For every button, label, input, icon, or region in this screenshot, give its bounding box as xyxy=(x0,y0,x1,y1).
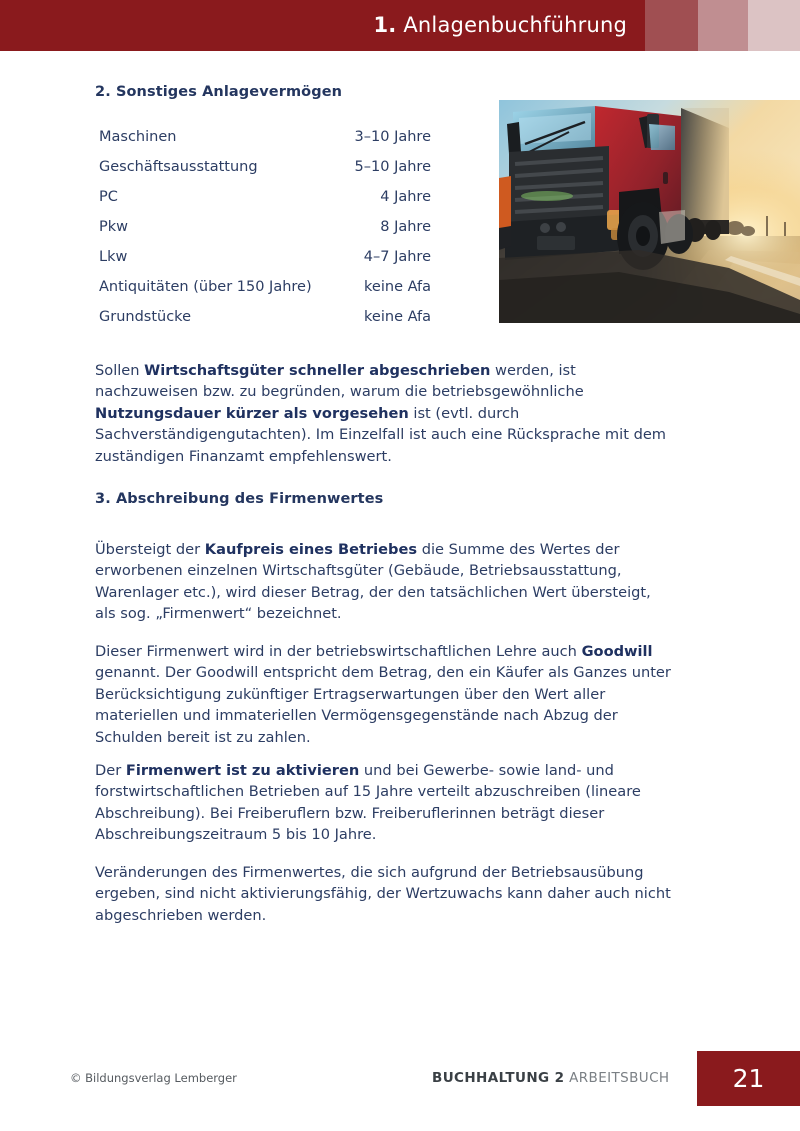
asset-label: Maschinen xyxy=(99,129,177,145)
header-color-band-3 xyxy=(698,0,748,51)
chapter-title: Anlagenbuchführung xyxy=(403,13,627,37)
table-row xyxy=(99,122,431,152)
page-header xyxy=(0,0,800,51)
paragraph-value-changes xyxy=(95,862,673,927)
table-row xyxy=(99,272,431,302)
footer-book-title-strong: BUCHHALTUNG 2 xyxy=(432,1070,565,1086)
text-run-bold: Nutzungsdauer kürzer als vorgesehen xyxy=(95,404,409,422)
text-run-bold: Kaufpreis eines Betriebes xyxy=(204,540,418,558)
truck-photo-illustration xyxy=(499,100,800,323)
text-run: Veränderungen des Firmenwertes, die sich aufgrund der Betriebsausübung ergeben, sind nicht aktivierungsfähig, der Wertzuwachs kann daher auch nicht abgeschrieben werden. xyxy=(95,863,671,924)
table-row xyxy=(99,302,431,332)
page-number-box xyxy=(697,1051,800,1106)
asset-useful-life: 4–7 Jahre xyxy=(363,249,431,265)
paragraph-purchase-price xyxy=(95,539,673,625)
text-run: und bei Gewerbe- sowie land- und forstwirtschaftlichen Betrieben auf 15 Jahre verteilt abzuschreiben (lineare Abschreibung). Bei Freiberuflern bzw. Freiberuflerinnen beträgt dieser Abschreibungszeitraum 5 bis 10 Jahre. xyxy=(95,761,641,844)
depreciation-table-body xyxy=(99,122,431,332)
asset-useful-life: 5–10 Jahre xyxy=(354,159,431,175)
asset-useful-life: 8 Jahre xyxy=(380,219,431,235)
text-run: Übersteigt der xyxy=(95,540,205,558)
text-run: Der xyxy=(95,761,126,779)
text-run: Dieser Firmenwert wird in der betriebswirtschaftlichen Lehre auch xyxy=(95,642,582,660)
chapter-number: 1. xyxy=(373,13,397,37)
depreciation-table xyxy=(99,122,431,332)
table-row xyxy=(99,242,431,272)
footer-copyright: © Bildungsverlag Lemberger xyxy=(70,1071,237,1085)
table-row xyxy=(99,182,431,212)
text-run: Sollen xyxy=(95,361,145,379)
page-title xyxy=(373,15,627,36)
asset-useful-life: 3–10 Jahre xyxy=(354,129,431,145)
text-run: werden, ist nachzuweisen bzw. zu begründen, warum die betriebsgewöhnliche xyxy=(95,361,584,401)
table-row xyxy=(99,152,431,182)
footer-book-title xyxy=(432,1070,669,1086)
text-run-bold: Firmenwert ist zu aktivieren xyxy=(125,761,360,779)
section-2-heading: 2. Sonstiges Anlagevermögen xyxy=(95,84,343,100)
footer-book-title-rest: ARBEITSBUCH xyxy=(569,1070,670,1086)
paragraph-faster-depreciation xyxy=(95,360,673,468)
truck-on-road-photo xyxy=(499,100,800,323)
text-run: genannt. Der Goodwill entspricht dem Betrag, den ein Käufer als Ganzes unter Berücksichtigung zukünftiger Ertragserwartungen über den Wert aller materiellen und immateriellen Vermögensgegenstände nach Abzug der Schulden bereit ist zu zahlen. xyxy=(95,664,671,746)
text-run-bold: Wirtschaftsgüter schneller abgeschrieben xyxy=(144,361,491,379)
asset-useful-life: keine Afa xyxy=(364,279,431,295)
section-3-heading: 3. Abschreibung des Firmenwertes xyxy=(95,491,384,507)
text-run: die Summe des Wertes der erworbenen einzelnen Wirtschaftsgüter (Gebäude, Betriebsausstattung, Warenlager etc.), wird dieser Betrag, der den tatsächlichen Wert übersteigt, als sog. „Firmenwert“ bezeichnet. xyxy=(95,540,651,623)
asset-label: Grundstücke xyxy=(99,309,191,325)
header-title-bar xyxy=(0,0,645,51)
header-color-band-2 xyxy=(645,0,698,51)
asset-label: Lkw xyxy=(99,249,128,265)
text-run-bold: Goodwill xyxy=(581,642,653,660)
asset-label: Antiquitäten (über 150 Jahre) xyxy=(99,279,312,295)
paragraph-activation xyxy=(95,760,673,846)
asset-label: Geschäftsausstattung xyxy=(99,159,258,175)
asset-useful-life: 4 Jahre xyxy=(380,189,431,205)
paragraph-goodwill xyxy=(95,641,673,749)
table-row xyxy=(99,212,431,242)
page-number: 21 xyxy=(732,1064,765,1093)
text-run: ist (evtl. durch Sachverständigengutachten). Im Einzelfall ist auch eine Rücksprache mit dem zuständigen Finanzamt empfehlenswert. xyxy=(95,404,667,465)
asset-label: Pkw xyxy=(99,219,128,235)
asset-useful-life: keine Afa xyxy=(364,309,431,325)
asset-label: PC xyxy=(99,189,118,205)
header-color-band-4 xyxy=(748,0,800,51)
